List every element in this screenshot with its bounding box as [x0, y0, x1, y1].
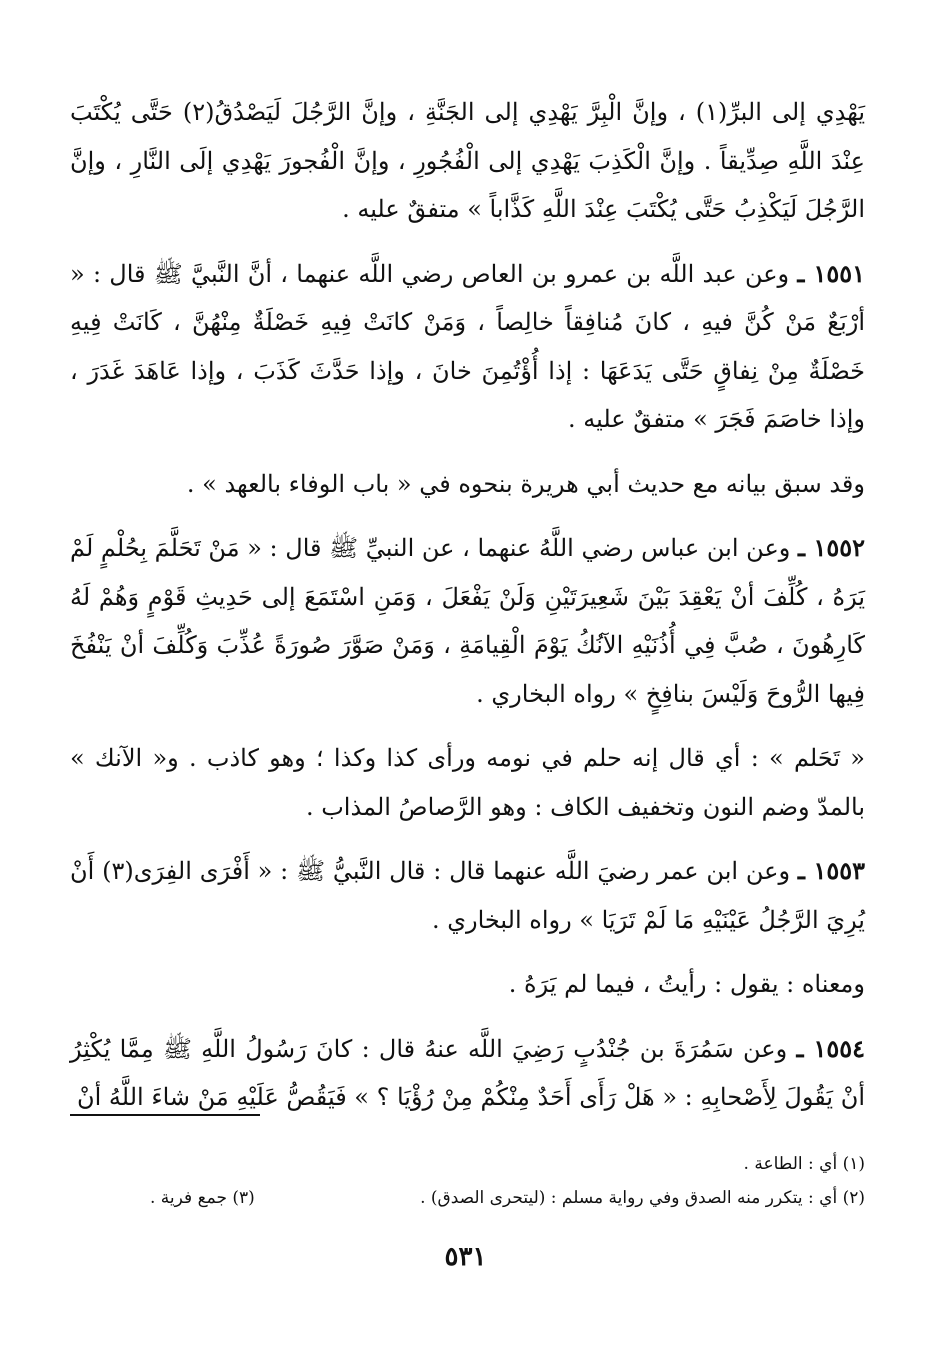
paragraph-text: وعن سَمُرَةَ بن جُنْدُبٍ رَضِيَ اللَّه عنهُ قال : كانَ رَسُولُ اللَّهِ ﷺ مِمَّا يُكْثِرُ أنْ يَقُولَ لِأَصْحابِهِ : « هَلْ رَأَى أَحَدٌ مِنْكُمْ مِنْ رُؤْيَا ؟ » فَيَقُصُّ عَلَيْهِ مَنْ شاءَ اللَّهُ أنْ [70, 1034, 865, 1111]
hadith-1551 [70, 250, 865, 444]
footnotes [70, 1147, 865, 1215]
footnote-2: (٢) أي : يتكرر منه الصدق وفي رواية مسلم : (ليتحرى الصدق) . [420, 1188, 865, 1208]
note-paragraph [70, 460, 865, 509]
paragraph-text: ومعناه : يقول : رأيتُ ، فيما لم يَرَهُ . [508, 970, 865, 998]
footnote-3: (٣) جمع فرية . [150, 1188, 255, 1208]
paragraph-text: وقد سبق بيانه مع حديث أبي هريرة بنحوه في « باب الوفاء بالعهد » . [186, 469, 865, 498]
paragraph-text: وعن ابن عباس رضي اللَّهُ عنهما ، عن النبيِّ ﷺ قال : « مَنْ تَحَلَّمَ بِحُلْمٍ لَمْ يَرَهُ ، كُلِّفَ أنْ يَعْقِدَ بَيْنَ شَعِيرَتَيْنِ وَلَنْ يَفْعَلَ ، وَمَنِ اسْتَمَعَ إلى حَدِيثِ قَوْمٍ وَهُمْ لَهُ كَارِهُونَ ، صُبَّ فِي أُذُنَيْهِ الآنُكُ يَوْمَ الْقِيامَةِ ، وَمَنْ صَوَّرَ صُورَةً عُذِّبَ وَكُلِّفَ أنْ يَنْفُخَ فِيها الرُّوحَ وَلَيْسَ بنافِخٍ » رواه البخاري . [70, 534, 865, 708]
footnote-divider [70, 1114, 260, 1116]
hadith-number: ١٥٥٢ ـ [798, 533, 865, 562]
hadith-number: ١٥٥١ ـ [797, 258, 866, 288]
hadith-number: ١٥٥٤ ـ [796, 1033, 865, 1063]
hadith-1554 [70, 1025, 865, 1122]
paragraph-text: « تَحَلم » : أي قال إنه حلم في نومه ورأى كذا وكذا ؛ وهو كاذب . و« الآنك » بالمدّ وضم النون وتخفيف الكاف : وهو الرَّصاصُ المذاب . [70, 744, 865, 821]
hadith-number: ١٥٥٣ ـ [797, 856, 866, 885]
page-number: ٥٣١ [444, 1242, 487, 1272]
meaning-paragraph [70, 960, 865, 1009]
paragraph-text: وعن عبد اللَّه بن عمرو بن العاص رضي اللَّه عنهما ، أنَّ النَّبيَّ ﷺ قال : « أرْبَعٌ مَنْ كُنَّ فيهِ ، كانَ مُنافِقاً خالِصاً ، وَمَنْ كانَتْ فِيهِ خَصْلَةٌ مِنْهُنَّ ، كَانَتْ فِيهِ خَصْلَةٌ مِنْ نِفاقٍ حَتَّى يَدَعَهَا : إذا أُؤْتُمِنَ خانَ ، وإذا حَدَّثَ كَذَبَ ، وإذا عَاهَدَ غَدَرَ ، وإذا خاصَمَ فَجَرَ » متفقٌ عليه . [70, 259, 865, 433]
explanation-paragraph [70, 734, 865, 831]
footnote-row [70, 1181, 865, 1215]
hadith-1552 [70, 524, 865, 718]
paragraph-continuation [70, 88, 865, 234]
paragraph-text: وعن ابن عمر رضيَ اللَّه عنهما قال : قال النَّبيُّ ﷺ : « أَفْرَى الفِرَى(٣) أَنْ يُرِيَ الرَّجُلُ عَيْنَيْهِ مَا لَمْ تَرَيَا » رواه البخاري . [70, 857, 865, 934]
paragraph-text: يَهْدِي إلى البرِّ(١) ، وإنَّ الْبِرَّ يَهْدِي إلى الجَنَّةِ ، وإنَّ الرَّجُلَ لَيَصْدُقُ(٢) حَتَّى يُكْتَبَ عِنْدَ اللَّهِ صِدِّيقاً . وإنَّ الْكَذِبَ يَهْدِي إلى الْفُجُورِ ، وإنَّ الْفُجورَ يَهْدِي إلَى النَّارِ ، وإنَّ الرَّجُلَ لَيَكْذِبُ حَتَّى يُكْتَبَ عِنْدَ اللَّهِ كَذَّاباً » متفقٌ عليه . [70, 98, 866, 223]
footnote-1: (١) أي : الطاعة . [743, 1154, 865, 1174]
hadith-1553 [70, 847, 865, 944]
